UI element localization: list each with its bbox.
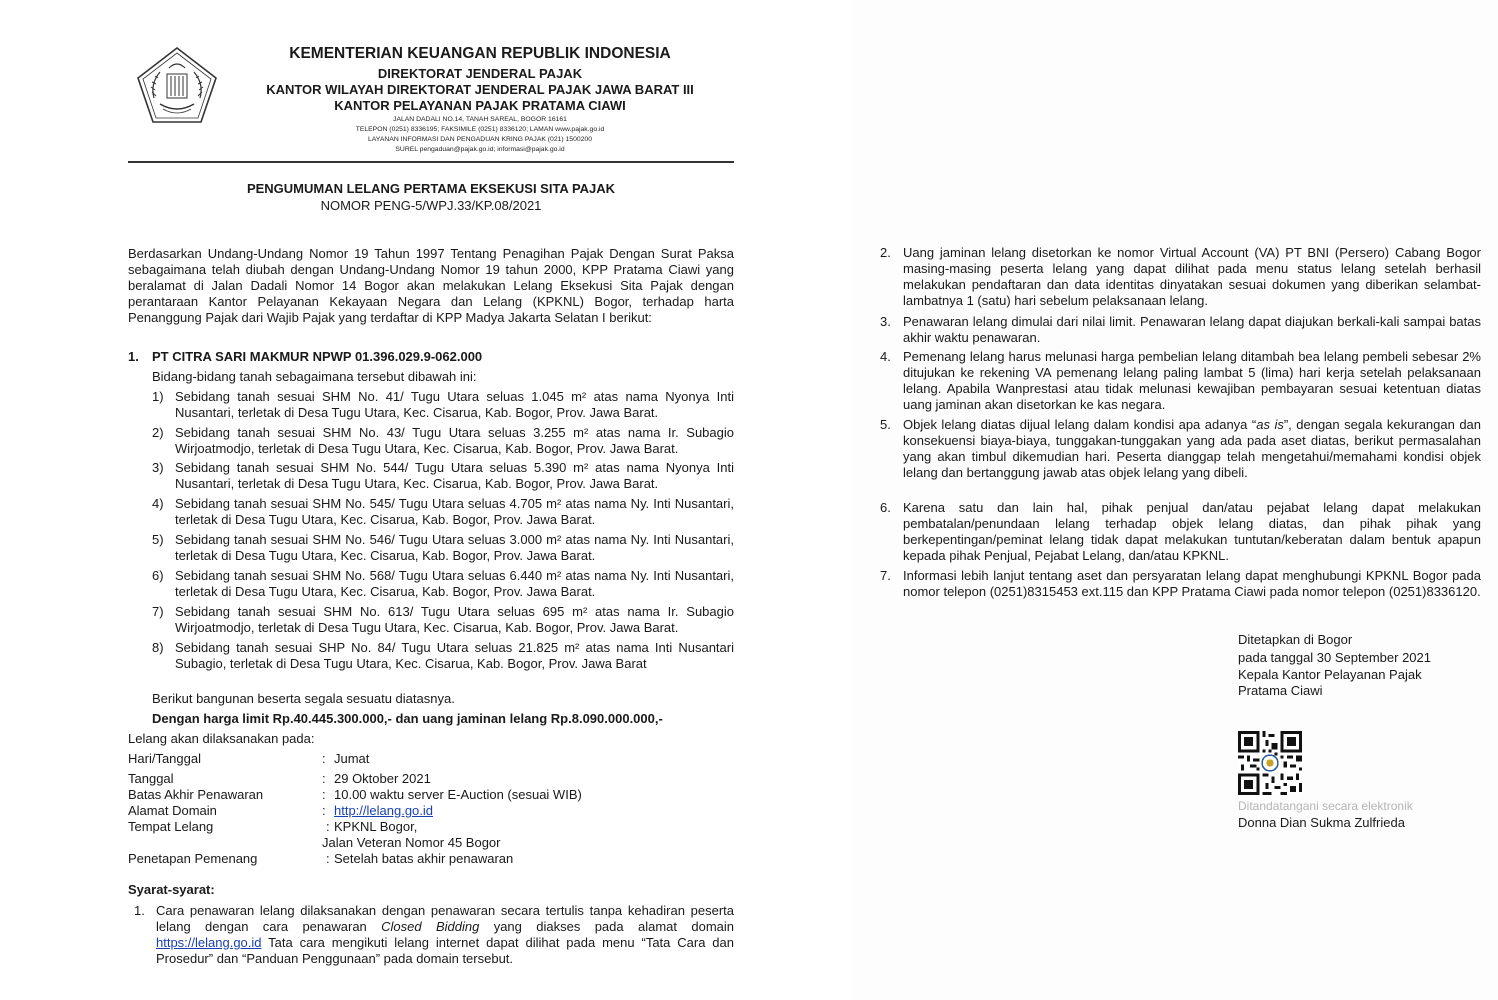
land-item-number: 1): [152, 389, 164, 404]
schedule-colon: :: [322, 787, 326, 802]
term-5-emphasis: as is: [1256, 417, 1284, 432]
land-item-number: 5): [152, 532, 164, 547]
land-item-number: 3): [152, 460, 164, 475]
letterhead-divider: [128, 161, 734, 163]
schedule-value-deadline: 10.00 waktu server E-Auction (sesuai WIB): [334, 787, 582, 802]
land-item: Sebidang tanah sesuai SHM No. 613/ Tugu Utara seluas 695 m² atas nama Ir. Subagio Wirjoatmodjo, terletak di Desa Tugu Utara, Kec. Cisarua, Kab. Bogor, Prov. Jawa Barat.: [175, 604, 734, 635]
schedule-label: Tanggal: [128, 771, 174, 786]
term-2: Uang jaminan lelang disetorkan ke nomor Virtual Account (VA) PT BNI (Persero) Cabang Bogor masing-masing peserta lelang yang dapat dilihat pada menu status lelang setelah berhasil melakukan pendaftaran dan data identitas dinyatakan sesuai dokumen yang diberikan selambat-lambatnya 1 (satu) hari sebelum pelaksanaan lelang.: [903, 245, 1481, 308]
term-4: Pemenang lelang harus melunasi harga pembelian lelang ditambah bea lelang pembeli sebesar 2% ditujukan ke rekening VA pemenang lelang paling lambat 5 (lima) hari kerja setelah pelaksanaan lelang. Apabila Wanprestasi atau tidak melunasi kewajiban pembayaran sesuai ketentuan diatas uang jaminan akan disetorkan ke kas negara.: [903, 349, 1481, 412]
term-number: 3.: [880, 314, 891, 329]
signature-place: Ditetapkan di Bogor: [1238, 632, 1353, 647]
term-number: 7.: [880, 568, 891, 583]
land-item-number: 4): [152, 496, 164, 511]
term-6: Karena satu dan lain hal, pihak penjual dan/atau pejabat lelang dapat melakukan pembatalan/penundaan lelang terhadap objek lelang diatas, dan pihak pihak yang berkepentingan/peminat lelang tidak dapat melakukan tuntutan/keberatan dalam bentuk apapun kepada pihak Penjual, Pejabat Lelang, dan/atau KPKNL.: [903, 500, 1481, 563]
term-number: 5.: [880, 417, 891, 432]
term-1: [156, 903, 734, 967]
term-5-text: Objek lelang diatas dijual lelang dalam kondisi apa adanya “: [903, 417, 1257, 432]
term-number: 4.: [880, 349, 891, 364]
signature-role-office: Pratama Ciawi: [1238, 683, 1323, 698]
term-5-text: ”, dengan segala kekurangan dan konsekuensi biaya-biaya, tunggakan-tunggakan yang ada pada aset diatas, berikut permasalahan yang akan timbul dikemudian hari. Peserta dianggap telah mengetahui/memahami kondisi objek lelang dan bertanggung jawab atas objek lelang yang dibeli.: [903, 417, 1482, 480]
land-item: Sebidang tanah sesuai SHM No. 41/ Tugu Utara seluas 1.045 m² atas nama Nyonya Inti Nusantari, terletak di Desa Tugu Utara, Kec. Cisarua, Kab. Bogor, Prov. Jawa Barat.: [175, 389, 734, 420]
ministry-name: KEMENTERIAN KEUANGAN REPUBLIK INDONESIA: [289, 45, 671, 62]
schedule-value-date: 29 Oktober 2021: [334, 771, 431, 786]
schedule-label: Penetapan Pemenang: [128, 851, 258, 866]
limit-price: Dengan harga limit Rp.40.445.300.000,- dan uang jaminan lelang Rp.8.090.000.000,-: [152, 711, 663, 726]
tax-office-name: KANTOR PELAYANAN PAJAK PRATAMA CIAWI: [334, 98, 626, 113]
term-1-text: Cara penawaran lelang dilaksanakan dengan penawaran secara tertulis tanpa kehadiran peserta lelang dengan cara penawaran: [156, 903, 734, 934]
term-number: 2.: [880, 245, 891, 260]
signature-role: Kepala Kantor Pelayanan Pajak: [1238, 667, 1422, 682]
announcement-number: NOMOR PENG-5/WPJ.33/KP.08/2021: [320, 198, 542, 213]
schedule-colon: :: [326, 851, 330, 866]
terms-heading: Syarat-syarat:: [128, 882, 215, 897]
auction-domain-link[interactable]: http://lelang.go.id: [334, 803, 434, 818]
land-item-number: 7): [152, 604, 164, 619]
signature-date: pada tanggal 30 September 2021: [1238, 650, 1431, 665]
term-number: 1.: [134, 903, 145, 918]
ministry-logo-icon: [136, 46, 218, 124]
term-7: Informasi lebih lanjut tentang aset dan persyaratan lelang dapat menghubungi KPKNL Bogor pada nomor telepon (0251)8315453 ext.115 dan KPP Pratama Ciawi pada nomor telepon (0251)8336120.: [903, 568, 1481, 599]
land-item-number: 6): [152, 568, 164, 583]
office-address: JALAN DADALI NO.14, TANAH SAREAL, BOGOR 16161: [393, 116, 567, 123]
intro-paragraph: Berdasarkan Undang-Undang Nomor 19 Tahun 1997 Tentang Penagihan Pajak Dengan Surat Paksa sebagaimana telah diubah dengan Undang-Undang Nomor 19 tahun 2000, KPP Pratama Ciawi yang beralamat di Jalan Dadali Nomor 14 Bogor akan melakukan Lelang Eksekusi Sita Pajak dengan perantaraan Kantor Pelayanan Kekayaan Negara dan Lelang (KPKNL) Bogor, terhadap harta Penanggung Pajak dari Wajib Pajak yang terdaftar di KPP Madya Jakarta Selatan I berikut:: [128, 246, 734, 325]
schedule-value-place: KPKNL Bogor,: [334, 819, 418, 834]
regional-office-name: KANTOR WILAYAH DIREKTORAT JENDERAL PAJAK JAWA BARAT III: [266, 82, 694, 97]
schedule-lead: Lelang akan dilaksanakan pada:: [128, 731, 315, 746]
qr-code-icon: [1238, 731, 1302, 795]
directorate-name: DIREKTORAT JENDERAL PAJAK: [377, 66, 583, 81]
land-item: Sebidang tanah sesuai SHM No. 43/ Tugu Utara seluas 3.255 m² atas nama Ir. Subagio Wirjoatmodjo, terletak di Desa Tugu Utara, Kec. Cisarua, Kab. Bogor, Prov. Jawa Barat.: [175, 425, 734, 456]
land-item: Sebidang tanah sesuai SHM No. 568/ Tugu Utara seluas 6.440 m² atas nama Ny. Inti Nusantari, terletak di Desa Tugu Utara, Kec. Cisarua, Kab. Bogor, Prov. Jawa Barat.: [175, 568, 734, 599]
schedule-label: Hari/Tanggal: [128, 751, 201, 766]
company-number: 1.: [128, 349, 139, 364]
schedule-colon: :: [322, 803, 326, 818]
land-item: Sebidang tanah sesuai SHM No. 544/ Tugu Utara seluas 5.390 m² atas nama Nyonya Inti Nusantari, terletak di Desa Tugu Utara, Kec. Cisarua, Kab. Bogor, Prov. Jawa Barat.: [175, 460, 734, 491]
building-note: Berikut bangunan beserta segala sesuatu diatasnya.: [152, 691, 455, 706]
land-item-number: 2): [152, 425, 164, 440]
schedule-value-day: Jumat: [334, 751, 370, 766]
term-1-text: yang diakses pada alamat domain: [479, 919, 734, 934]
company-name: PT CITRA SARI MAKMUR NPWP 01.396.029.9-062.000: [152, 349, 483, 364]
office-info-line: LAYANAN INFORMASI DAN PENGADUAN KRING PAJAK (021) 1500200: [368, 136, 592, 143]
land-item-number: 8): [152, 640, 164, 655]
schedule-label: Tempat Lelang: [128, 819, 214, 834]
schedule-colon: :: [322, 751, 326, 766]
lelang-domain-link[interactable]: https://lelang.go.id: [156, 935, 262, 950]
schedule-colon: :: [322, 771, 326, 786]
schedule-label: Batas Akhir Penawaran: [128, 787, 264, 802]
office-email: SUREL pengaduan@pajak.go.id; informasi@pajak.go.id: [395, 146, 565, 153]
electronic-signature-note: Ditandatangani secara elektronik: [1238, 799, 1413, 813]
term-1-emphasis: Closed Bidding: [381, 919, 480, 934]
land-item: Sebidang tanah sesuai SHM No. 546/ Tugu Utara seluas 3.000 m² atas nama Ny. Inti Nusantari, terletak di Desa Tugu Utara, Kec. Cisarua, Kab. Bogor, Prov. Jawa Barat.: [175, 532, 734, 563]
term-1-text: Tata cara mengikuti lelang internet dapat dilihat pada menu “Tata Cara dan Prosedur” dan “Panduan Penggunaan” pada domain tersebut.: [156, 935, 734, 966]
schedule-colon: :: [326, 819, 330, 834]
office-phone: TELEPON (0251) 8336195; FAKSIMILE (0251) 8336120; LAMAN www.pajak.go.id: [355, 126, 605, 133]
term-5: [903, 417, 1481, 481]
signatory-name: Donna Dian Sukma Zulfrieda: [1238, 815, 1405, 830]
announcement-title: PENGUMUMAN LELANG PERTAMA EKSEKUSI SITA PAJAK: [246, 181, 616, 196]
schedule-label: Alamat Domain: [128, 803, 217, 818]
land-item: Sebidang tanah sesuai SHM No. 545/ Tugu Utara seluas 4.705 m² atas nama Ny. Inti Nusantari, terletak di Desa Tugu Utara, Kec. Cisarua, Kab. Bogor, Prov. Jawa Barat.: [175, 496, 734, 527]
schedule-value-place-address: Jalan Veteran Nomor 45 Bogor: [322, 835, 501, 850]
schedule-value-winner: Setelah batas akhir penawaran: [334, 851, 514, 866]
land-list-lead: Bidang-bidang tanah sebagaimana tersebut dibawah ini:: [152, 369, 477, 384]
term-3: Penawaran lelang dimulai dari nilai limit. Penawaran lelang dapat diajukan berkali-kali sampai batas akhir waktu penawaran.: [903, 314, 1481, 345]
term-number: 6.: [880, 500, 891, 515]
land-item: Sebidang tanah sesuai SHP No. 84/ Tugu Utara seluas 21.825 m² atas nama Inti Nusantari Subagio, terletak di Desa Tugu Utara, Kec. Cisarua, Kab. Bogor, Prov. Jawa Barat: [175, 640, 734, 671]
